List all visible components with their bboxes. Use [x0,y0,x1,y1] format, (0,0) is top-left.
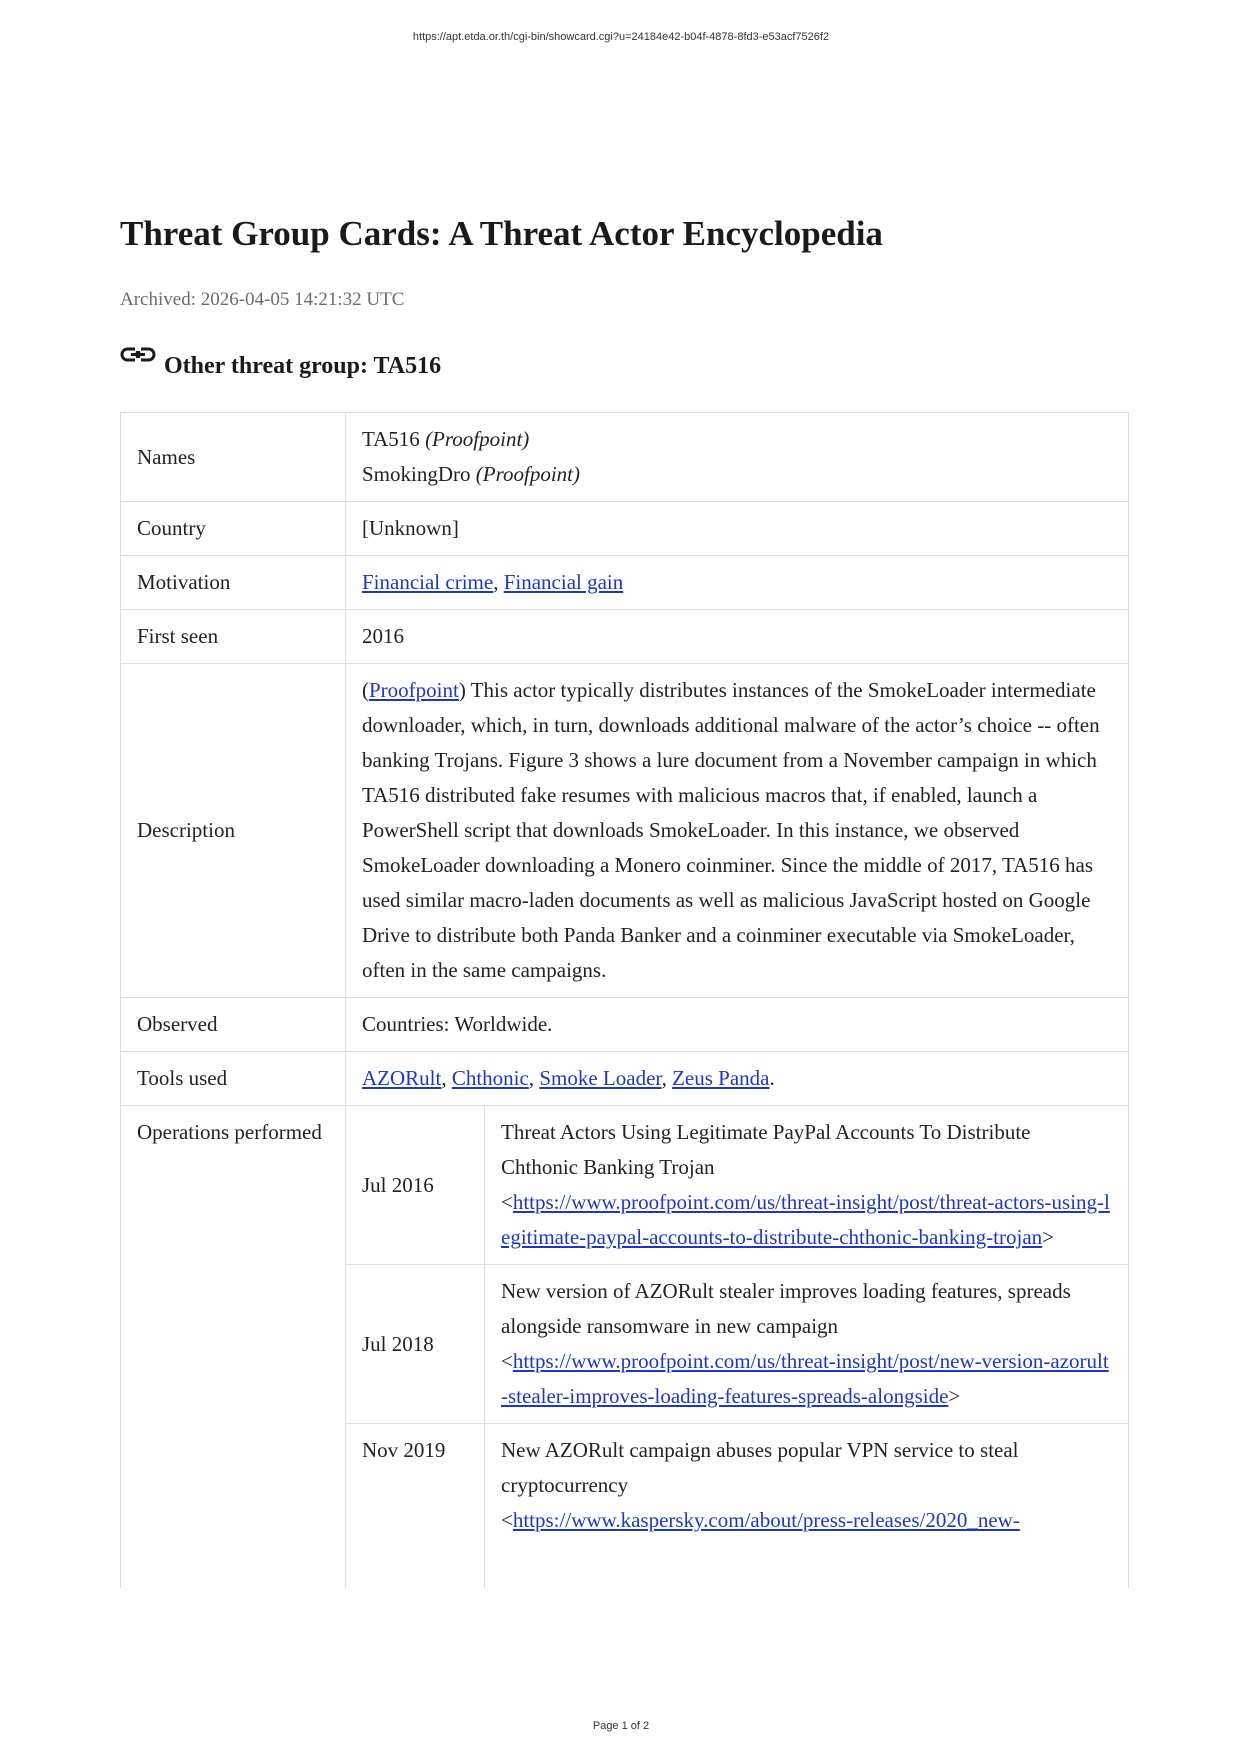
group-heading [120,342,441,380]
tool-link-smoke-loader[interactable]: Smoke Loader [539,1066,662,1090]
page-url-header: https://apt.etda.or.th/cgi-bin/showcard.cgi?u=24184e42-b04f-4878-8fd3-e53acf7526f2 [412,31,830,43]
row-tools [121,1052,1129,1106]
separator: , [493,570,504,594]
row-first-seen [121,610,1129,664]
link-icon[interactable] [120,343,156,367]
operation-entry [485,1265,1129,1424]
description-source-link[interactable]: Proofpoint [369,678,459,702]
name-entry [362,457,1112,492]
label-tools: Tools used [121,1052,346,1106]
list-end: . [769,1066,775,1090]
row-country [121,502,1129,556]
label-description: Description [121,664,346,998]
name-source: (Proofpoint) [425,427,530,451]
url-close-bracket: > [948,1384,961,1408]
description-text: This actor typically distributes instances of the SmokeLoader intermediate downloader, which, in turn, downloads additional malware of the actor’s choice -- often banking Trojans. Figure 3 shows a lure document from a November campaign in which TA516 distributed fake resumes with malicious macros that, if enabled, launch a PowerShell script that downloads SmokeLoader. In this instance, we observed SmokeLoader downloading a Monero coinminer. Since the middle of 2017, TA516 has used similar macro-laden documents as well as malicious JavaScript hosted on Google Drive to distribute both Panda Banker and a coinminer executable via SmokeLoader, often in the same campaigns. [362,678,1100,982]
paren-open: ( [362,678,369,702]
label-observed: Observed [121,998,346,1052]
value-tools [346,1052,1129,1106]
row-motivation [121,556,1129,610]
tool-link-chthonic[interactable]: Chthonic [451,1066,529,1090]
group-heading-text: Other threat group: TA516 [164,353,442,379]
name-text: TA516 [362,427,420,451]
operation-date: Nov 2019 [346,1424,485,1589]
label-operations: Operations performed [121,1106,346,1589]
label-names: Names [121,413,346,502]
operation-url-link[interactable]: https://www.kaspersky.com/about/press-releases/2020_new- [512,1508,1020,1532]
tool-link-azorult[interactable]: AZORult [362,1066,442,1090]
row-names [121,413,1129,502]
operation-date: Jul 2016 [346,1106,485,1265]
separator: , [528,1066,540,1090]
row-operation [121,1106,1129,1265]
value-first-seen: 2016 [346,610,1129,664]
label-motivation: Motivation [121,556,346,610]
operation-title: New AZORult campaign abuses popular VPN service to steal cryptocurrency [501,1438,1019,1497]
page-footer: Page 1 of 2 [592,1720,650,1732]
motivation-link-financial-gain[interactable]: Financial gain [503,570,624,594]
value-country: [Unknown] [346,502,1129,556]
label-country: Country [121,502,346,556]
name-source: (Proofpoint) [475,462,580,486]
motivation-link-financial-crime[interactable]: Financial crime [362,570,494,594]
label-first-seen: First seen [121,610,346,664]
operation-entry [485,1106,1129,1265]
page-title: Threat Group Cards: A Threat Actor Encyclopedia [120,214,883,253]
url-close-bracket: > [1042,1225,1054,1249]
operation-date: Jul 2018 [346,1265,485,1424]
tool-link-zeus-panda[interactable]: Zeus Panda [672,1066,770,1090]
url-open-bracket: < [501,1349,513,1373]
row-observed [121,998,1129,1052]
url-open-bracket: < [501,1508,513,1532]
operation-url-link[interactable]: https://www.proofpoint.com/us/threat-insight/post/threat-actors-using-legitimate-paypal-accounts-to-distribute-chthonic-banking-trojan [501,1190,1110,1249]
threat-group-card [120,412,1129,1588]
operation-entry [485,1424,1129,1589]
operation-url-link[interactable]: https://www.proofpoint.com/us/threat-insight/post/new-version-azorult-stealer-improves-loading-features-spreads-alongside [501,1349,1109,1408]
value-observed: Countries: Worldwide. [346,998,1129,1052]
name-text: SmokingDro [362,462,471,486]
operation-title: Threat Actors Using Legitimate PayPal Accounts To Distribute Chthonic Banking Trojan [501,1120,1031,1179]
archived-timestamp: Archived: 2026-04-05 14:21:32 UTC [120,289,405,310]
separator: , [441,1066,452,1090]
value-motivation [346,556,1129,610]
operation-title: New version of AZORult stealer improves loading features, spreads alongside ransomware in new campaign [501,1279,1071,1338]
row-description [121,664,1129,998]
value-description [346,664,1129,998]
name-entry [362,422,1112,457]
separator: , [661,1066,673,1090]
value-names [346,413,1129,502]
paren-close: ) [458,678,466,702]
url-open-bracket: < [501,1190,513,1214]
